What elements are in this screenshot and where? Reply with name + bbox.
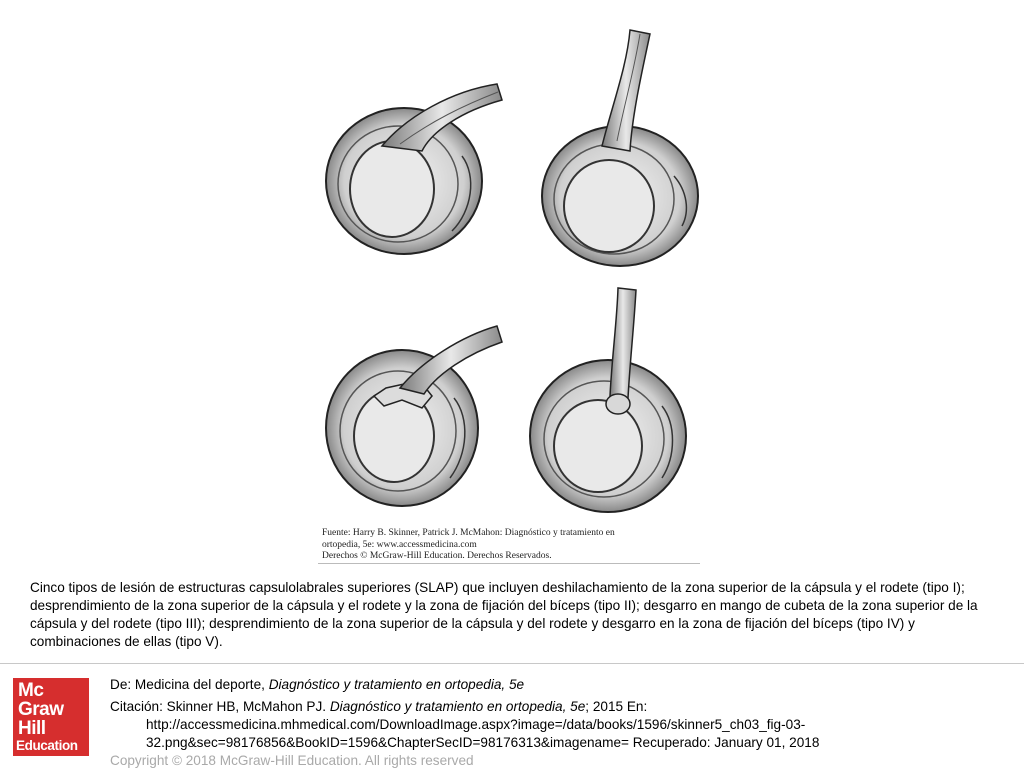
citation-url[interactable]: http://accessmedicina.mhmedical.com/DownloadImage.aspx?image=/data/books/1596/skinner5_ch03_fig-03- [146, 717, 806, 732]
source-line: Derechos © McGraw-Hill Education. Derechos Reservados. [322, 551, 552, 561]
figure-source-credit [322, 528, 712, 563]
copyright-notice: Copyright © 2018 McGraw-Hill Education. All rights reserved [110, 753, 474, 768]
citation-block [110, 676, 1010, 770]
glenoid-panel-type-1 [326, 84, 502, 254]
citation-line: Citación: Skinner HB, McMahon PJ. Diagnóstico y tratamiento en ortopedia, 5e; 2015 En: [110, 699, 648, 714]
footer-divider [0, 663, 1024, 664]
source-line: ortopedia, 5e: www.accessmedicina.com [322, 539, 477, 550]
figure-caption: Cinco tipos de lesión de estructuras capsulolabrales superiores (SLAP) que incluyen deshilachamiento de la zona superior de la cápsula y el rodete (tipo I); desprendimiento de la zona superior de la cápsula y el rodete y la zona de fijación del bíceps (tipo II); desgarro en mango de cubeta de la zona superior de la cápsula y del rodete (tipo III); desprendimiento de la zona superior de la cápsula y del rodete y desgarro en la zona de fijación del bíceps (tipo IV) y combinaciones de ellas (tipo V). [30, 580, 978, 649]
mcgraw-hill-logo [13, 678, 89, 756]
source-line: Fuente: Harry B. Skinner, Patrick J. McMahon: Diagnóstico y tratamiento en [322, 528, 615, 538]
citation-url-continued[interactable]: 32.png&sec=98176856&BookID=1596&ChapterSecID=98176313&imagename= Recuperado: January 01, 2018 [146, 735, 820, 750]
glenoid-panel-type-2 [542, 30, 698, 266]
glenoid-panel-type-3 [326, 326, 502, 506]
slap-lesion-illustration [312, 26, 712, 566]
source-divider [318, 563, 700, 564]
logo-wordmark: Mc Graw Hill [18, 680, 64, 739]
from-line: De: Medicina del deporte, Diagnóstico y tratamiento en ortopedia, 5e [110, 677, 525, 692]
glenoid-panel-type-4 [530, 288, 686, 512]
logo-education: Education [16, 738, 78, 753]
